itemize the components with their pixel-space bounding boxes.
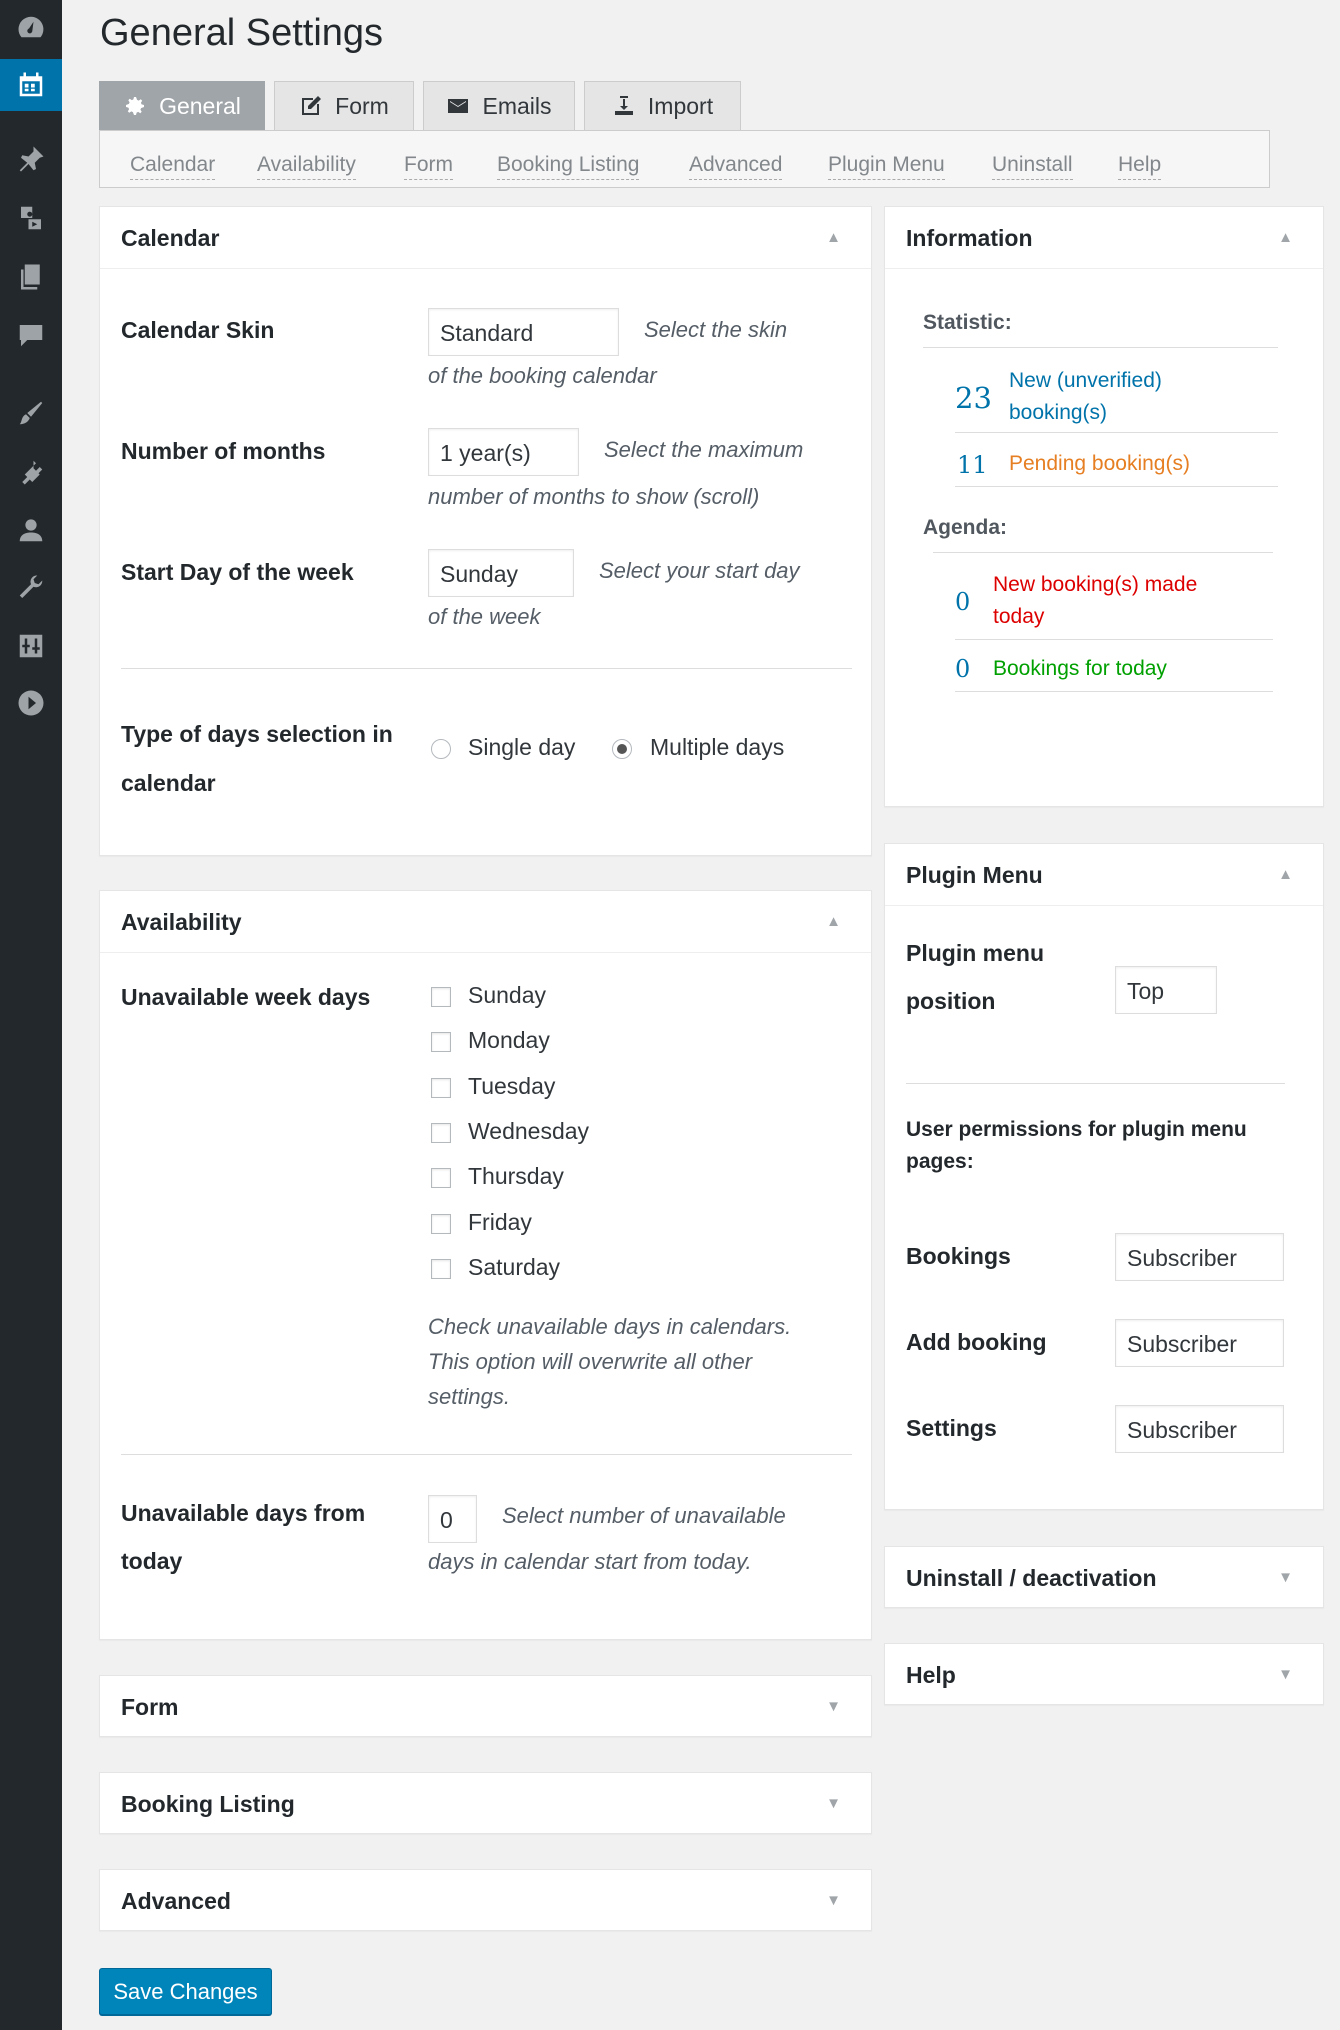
- collapse-arrow-icon[interactable]: ▲: [826, 913, 841, 930]
- tab-label: Emails: [482, 92, 552, 119]
- divider: [955, 691, 1273, 692]
- tab-form[interactable]: [274, 81, 414, 130]
- menu-position-label-2: position: [906, 988, 996, 1014]
- tab-emails[interactable]: [423, 81, 575, 130]
- help-panel[interactable]: [884, 1643, 1324, 1705]
- admin-sidebar: [0, 0, 62, 2030]
- subnav-calendar[interactable]: Calendar: [130, 153, 215, 180]
- page-title: General Settings: [100, 12, 384, 54]
- start-day-label: Start Day of the week: [121, 559, 354, 585]
- friday-label[interactable]: Friday: [468, 1209, 532, 1235]
- divider: [933, 552, 1273, 553]
- pin-icon[interactable]: [0, 131, 62, 187]
- single-day-label[interactable]: Single day: [468, 734, 576, 760]
- divider: [121, 1454, 852, 1455]
- days-from-today-label: Unavailable days from: [121, 1500, 366, 1526]
- thursday-label[interactable]: Thursday: [468, 1163, 564, 1189]
- statistic-label: Statistic:: [923, 311, 1012, 334]
- users-icon[interactable]: [0, 502, 62, 558]
- play-icon[interactable]: [0, 675, 62, 731]
- section-subnav: [99, 130, 1270, 188]
- subnav-advanced[interactable]: Advanced: [689, 153, 782, 180]
- today-link[interactable]: Bookings for today: [993, 657, 1167, 680]
- comments-icon[interactable]: [0, 307, 62, 363]
- calendar-skin-desc: Select the skin: [644, 317, 788, 342]
- monday-label[interactable]: Monday: [468, 1027, 550, 1053]
- appearance-icon[interactable]: [0, 385, 62, 441]
- tuesday-checkbox[interactable]: [431, 1078, 451, 1098]
- bookings-permission-label: Bookings: [906, 1243, 1011, 1269]
- selection-type-label-2: calendar: [121, 770, 216, 796]
- plugin-menu-panel-header[interactable]: [885, 844, 1323, 906]
- panel-title: Booking Listing: [121, 1791, 295, 1817]
- pending-bookings-link[interactable]: Pending booking(s): [1009, 452, 1190, 475]
- new-bookings-link[interactable]: New (unverified): [1009, 369, 1162, 392]
- panel-title: Advanced: [121, 1888, 231, 1914]
- panel-title: Plugin Menu: [906, 862, 1043, 888]
- tab-import[interactable]: [584, 81, 741, 130]
- subnav-booking-listing[interactable]: Booking Listing: [497, 153, 639, 180]
- number-of-months-desc-2: number of months to show (scroll): [428, 484, 760, 509]
- divider: [955, 432, 1278, 433]
- bookings-permission-select[interactable]: Subscriber: [1115, 1233, 1284, 1281]
- plugins-icon[interactable]: [0, 444, 62, 500]
- add-booking-permission-select[interactable]: Subscriber: [1115, 1319, 1284, 1367]
- form-panel[interactable]: [99, 1675, 872, 1737]
- menu-position-select[interactable]: Top: [1115, 966, 1217, 1014]
- subnav-plugin-menu[interactable]: Plugin Menu: [828, 153, 945, 180]
- settings-icon[interactable]: [0, 618, 62, 674]
- subnav-form[interactable]: Form: [404, 153, 453, 180]
- selection-type-label: Type of days selection in: [121, 721, 393, 747]
- collapse-arrow-icon[interactable]: ▲: [826, 229, 841, 246]
- panel-title: Form: [121, 1694, 179, 1720]
- days-from-today-desc-2: days in calendar start from today.: [428, 1549, 752, 1574]
- new-bookings-count[interactable]: 23: [955, 381, 992, 415]
- wednesday-label[interactable]: Wednesday: [468, 1118, 590, 1144]
- tab-label: General: [159, 92, 241, 119]
- email-icon: [446, 94, 470, 118]
- tuesday-label[interactable]: Tuesday: [468, 1073, 556, 1099]
- agenda-label: Agenda:: [923, 516, 1007, 539]
- panel-title: Availability: [121, 909, 242, 935]
- days-from-today-label-2: today: [121, 1548, 183, 1574]
- dashboard-icon[interactable]: [0, 0, 62, 56]
- weekdays-desc-3: settings.: [428, 1384, 510, 1409]
- divider: [906, 1083, 1285, 1084]
- wednesday-checkbox[interactable]: [431, 1123, 451, 1143]
- media-icon[interactable]: [0, 190, 62, 246]
- number-of-months-desc: Select the maximum: [604, 437, 804, 462]
- weekdays-desc-2: This option will overwrite all other: [428, 1349, 753, 1374]
- start-day-desc: Select your start day: [599, 558, 800, 583]
- availability-panel: [99, 890, 872, 1640]
- pending-bookings-count[interactable]: 11: [957, 451, 988, 479]
- weekdays-desc: Check unavailable days in calendars.: [428, 1314, 792, 1339]
- tab-label: Import: [647, 92, 714, 119]
- information-panel-header[interactable]: [885, 207, 1323, 269]
- expand-arrow-icon[interactable]: ▼: [826, 1698, 841, 1715]
- add-booking-permission-label: Add booking: [906, 1329, 1047, 1355]
- subnav-help[interactable]: Help: [1118, 153, 1161, 180]
- permissions-label-2: pages:: [906, 1150, 974, 1173]
- gear-icon: [123, 94, 147, 118]
- calendar-skin-desc-2: of the booking calendar: [428, 363, 657, 388]
- settings-permission-label: Settings: [906, 1415, 997, 1441]
- panel-title: Help: [906, 1662, 956, 1688]
- sunday-checkbox[interactable]: [431, 987, 451, 1007]
- single-day-radio[interactable]: [431, 739, 451, 759]
- tools-icon[interactable]: [0, 560, 62, 616]
- panel-title: Calendar: [121, 225, 220, 251]
- friday-checkbox[interactable]: [431, 1214, 451, 1234]
- expand-arrow-icon[interactable]: ▼: [826, 1795, 841, 1812]
- save-changes-button[interactable]: Save Changes: [99, 1968, 272, 2015]
- calendar-panel-header[interactable]: [100, 207, 871, 269]
- saturday-label[interactable]: Saturday: [468, 1254, 561, 1280]
- permissions-label: User permissions for plugin menu: [906, 1118, 1247, 1141]
- pages-icon[interactable]: [0, 249, 62, 305]
- panel-title: Information: [906, 225, 1033, 251]
- divider: [923, 347, 1278, 348]
- tab-label: Form: [335, 92, 389, 119]
- uninstall-panel[interactable]: [884, 1546, 1324, 1608]
- collapse-arrow-icon[interactable]: ▲: [1278, 229, 1293, 246]
- availability-panel-header[interactable]: [100, 891, 871, 953]
- today-count[interactable]: 0: [955, 655, 971, 683]
- expand-arrow-icon[interactable]: ▼: [1278, 1569, 1293, 1586]
- divider: [121, 668, 852, 669]
- divider: [955, 486, 1278, 487]
- start-day-select[interactable]: Sunday: [428, 549, 574, 597]
- expand-arrow-icon[interactable]: ▼: [826, 1892, 841, 1909]
- information-panel: [884, 206, 1324, 807]
- multiple-days-label[interactable]: Multiple days: [650, 734, 785, 760]
- calendar-skin-select[interactable]: Standard: [428, 308, 619, 356]
- monday-checkbox[interactable]: [431, 1032, 451, 1052]
- thursday-checkbox[interactable]: [431, 1168, 451, 1188]
- collapse-arrow-icon[interactable]: ▲: [1278, 866, 1293, 883]
- booking-calendar-icon[interactable]: [0, 59, 62, 111]
- panel-title: Uninstall / deactivation: [906, 1565, 1157, 1591]
- new-bookings-link-2[interactable]: booking(s): [1009, 401, 1108, 424]
- divider: [955, 639, 1273, 640]
- expand-arrow-icon[interactable]: ▼: [1278, 1666, 1293, 1683]
- subnav-availability[interactable]: Availability: [257, 153, 356, 180]
- days-from-today-desc: Select number of unavailable: [502, 1503, 786, 1528]
- plugin-menu-panel: [884, 843, 1324, 1510]
- start-day-desc-2: of the week: [428, 604, 541, 629]
- new-today-link[interactable]: New booking(s) made: [993, 573, 1198, 596]
- sunday-label[interactable]: Sunday: [468, 982, 547, 1008]
- calendar-skin-label: Calendar Skin: [121, 317, 275, 343]
- menu-position-label: Plugin menu: [906, 940, 1044, 966]
- subnav-uninstall[interactable]: Uninstall: [992, 153, 1073, 180]
- booking-listing-panel[interactable]: [99, 1772, 872, 1834]
- new-today-count[interactable]: 0: [955, 588, 971, 616]
- edit-icon: [299, 94, 323, 118]
- number-of-months-label: Number of months: [121, 438, 326, 464]
- saturday-checkbox[interactable]: [431, 1259, 451, 1279]
- multiple-days-radio[interactable]: [612, 739, 632, 759]
- calendar-panel: [99, 206, 872, 856]
- import-icon: [612, 94, 636, 118]
- settings-permission-select[interactable]: Subscriber: [1115, 1405, 1284, 1453]
- advanced-panel[interactable]: [99, 1869, 872, 1931]
- days-from-today-input[interactable]: 0: [428, 1495, 477, 1543]
- new-today-link-2[interactable]: today: [993, 605, 1045, 628]
- unavailable-weekdays-label: Unavailable week days: [121, 984, 371, 1010]
- number-of-months-select[interactable]: 1 year(s): [428, 428, 579, 476]
- tab-general[interactable]: [99, 81, 265, 130]
